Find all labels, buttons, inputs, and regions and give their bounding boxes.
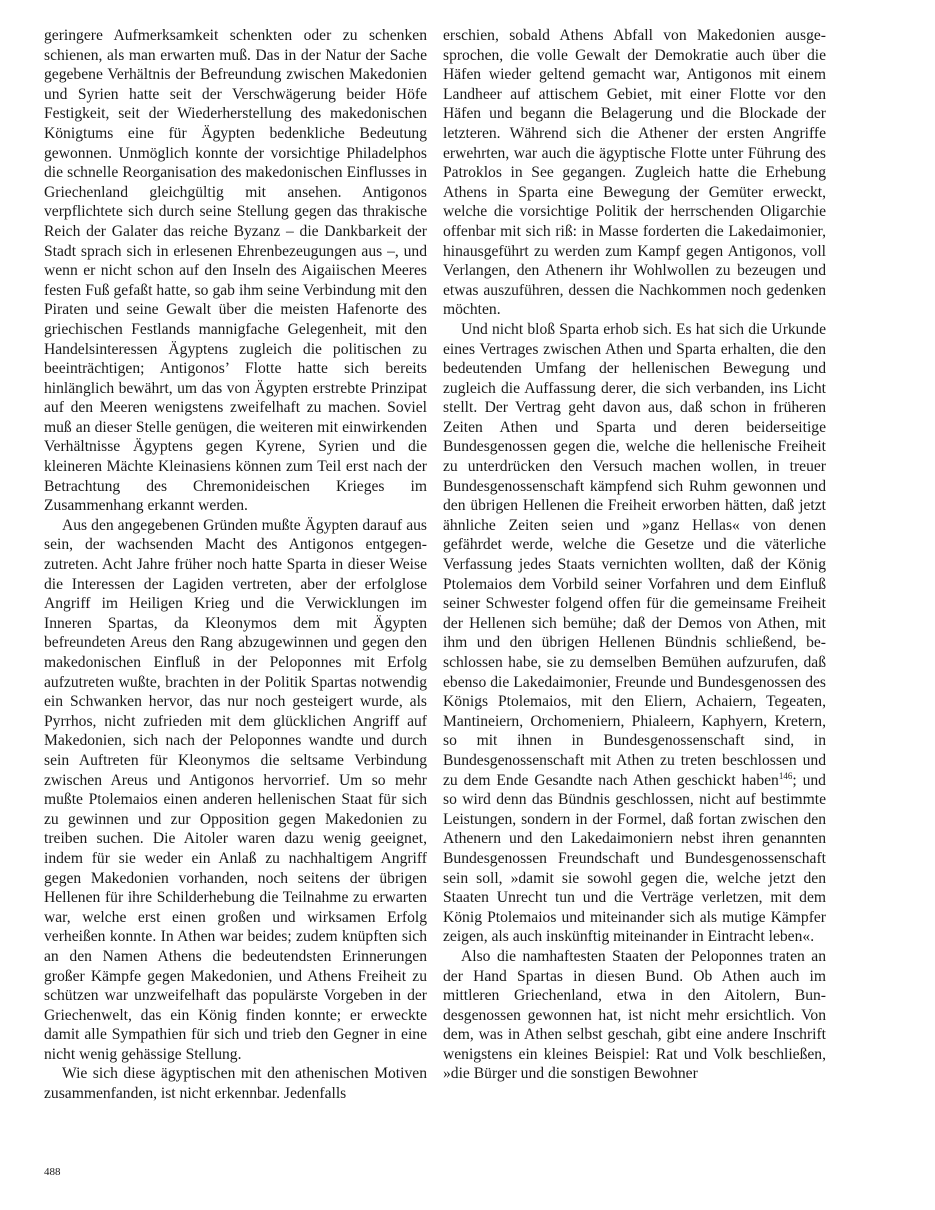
left-paragraph-2: Aus den angegebenen Gründen mußte Ägypten darauf aus sein, der wachsenden Macht des Antigonos entgegenzutreten. Acht Jahre früher noch hatte Sparta in dieser Weise die Interessen der Lagiden vertreten, aber der erfolglose Angriff im Heiligen Krieg und die Verwicklungen im Inneren Spartas, da Kleonymos dem mit Ägypten befreundeten Areus den Rang abzugewinnen und gegen den makedonischen Einfluß in der Peloponnes mit Erfolg aufzutreten wußte, brachten in der Politik Spartas notwendig ein Schwanken hervor, das nur noch gesteigert wurde, als Pyrrhos, nicht zufrieden mit dem glücklichen Angriff auf Makedonien, sich nach der Peloponnes wandte und durch sein Auftreten für Kleonymos die seltsame Verbindung zwischen Areus und Antigonos hervorrief. Um so mehr mußte Ptolemaios einen anderen hellenischen Staat für sich zu gewinnen und zur Opposition gegen Makedonien zu treiben suchen. Die Aitoler waren dazu wenig geeignet, indem für sie weder ein Anlaß zu nachhaltigem Angriff gegen Makedonien vorhanden, noch seitens der übrigen Hellenen für ihre Schilderhebung die Teilnahme zu erwarten war, welche erst einen großen und wirksamen Erfolg verheißen konnte. In Athen war beides; zudem knüpften sich an den Namen Athens die bedeutendsten Erinnerungen großer Kämpfe gegen Makedonien, und Athens Freiheit zu schützen war unzweifelhaft das populärste Vorgeben in der Griechenwelt, das ein König finden konnte; er erweckte damit alle Sympathien für sich und trieb den Gegner in eine nicht wenig gehässige Stellung.	[44, 516, 427, 1063]
left-paragraph-1: geringere Aufmerksamkeit schenkten oder zu schenken schienen, als man erwarten muß. Das in der Natur der Sache gegebene Verhältnis der Befreundung zwischen Makedonien und Syrien hatte seit der Verschwägerung beider Höfe Festigkeit, seit der Wiederherstellung des makedonischen Königtums eine für Ägypten bedenkliche Bedeutung gewonnen. Unmöglich konnte der vorsichtige Philadelphos die schnelle Reorganisation des makedonischen Einflusses in Griechenland gleichgültig mit ansehen. Antigonos verpflichtete sich durch seine Stellung gegen das thrakische Reich der Galater das reiche Byzanz – die Dankbarkeit der Stadt sprach sich in erlesenen Ehrenbezeugungen aus –, und wenn er nicht schon auf den Inseln des Aigaiischen Meeres festen Fuß gefaßt hatte, so gab ihm seine Verbindung mit den Piraten und seine Gewalt über die meisten Hafenorte des griechischen Festlands mannigfache Gelegenheit, mit den Handelsinteressen Ägyptens zugleich die politischen zu beeinträchtigen; Antigonos’ Flotte hatte sich bereits hinlänglich bewährt, um das von Ägypten erstrebte Prinzipat auf den Meeren wenigstens zweifelhaft zu machen. Soviel muß an dieser Stelle genügen, die weiteren mit einwirkenden Verhältnisse Ägyptens gegen Kyrene, Syrien und die kleineren Mächte Kleinasiens können zum Teil erst nach der Betrachtung des Chremonideischen Krieges im Zusammenhang erkannt werden.	[44, 27, 427, 515]
left-paragraph-3: Wie sich diese ägyptischen mit den athenischen Motiven zusammenfanden, ist nicht erkennbar. Jedenfalls	[44, 1065, 427, 1103]
footnote-reference[interactable]: 146	[778, 770, 793, 781]
right-paragraph-2-text-a: Und nicht bloß Sparta erhob sich. Es hat sich die Urkunde eines Vertrages zwischen Athen und Sparta erhalten, die den bedeutenden Umfang der hellenischen Bewegung und zugleich die Auffassung derer, die sich verbanden, ins Licht stellt. Der Vertrag geht davon aus, daß schon in früheren Zeiten Athen und Sparta und deren beiderseitige Bundesgenossen gegen die, welche die hellenische Freiheit zu unterdrücken den Versuch machen wollen, in treuer Bundesgenossenschaft kämpfend sich Ruhm gewonnen und den übrigen Hellenen die Freiheit erworben hätten, daß jetzt ähnliche Zeiten seien und »ganz Hellas« von denen gefährdet werde, welche die Gesetze und die väterliche Verfassung jedes Staats vernichten wollten, daß der König Ptolemaios dem Vorbild seiner Vorfahren und dem Einfluß seiner Schwester folgend offen für die gemeinsame Freiheit der Hellenen sich bemühe; daß der Demos von Athen, mit ihm und den übrigen Hellenen Bündnis schließend, beschlossen habe, sie zu demselben Bemühen aufzurufen, daß ebenso die Lakedaimonier, Freunde und Bundesgenossen des Königs Ptolemaios, mit den Eliern, Achaiern, Tegeaten, Mantineiern, Orchomeniern, Phialeern, Kaphyern, Kretern, so mit ihnen in Bundesgenossenschaft sind, in Bundesgenossenschaft mit Athen zu treten beschlossen und zu dem Ende Gesandte nach Athen geschickt haben	[443, 320, 826, 789]
left-column	[44, 26, 427, 1104]
right-paragraph-3: Also die namhaftesten Staaten der Peloponnes traten an der Hand Spartas in diesen Bund. Ob Athen auch im mittleren Griechenland, etwa in den Aitolern, Bundesgenossen gewonnen hat, ist nicht mehr ersichtlich. Von dem, was in Athen selbst geschah, gibt eine andere Inschrift wenigstens ein kleines Beispiel: Rat und Volk beschließen, »die Bürger und die sonstigen Bewohner	[443, 947, 826, 1083]
right-paragraph-2-text-b: ; und so wird denn das Bündnis geschlossen, nicht auf bestimmte Leistungen, sondern in der Formel, daß fortan zwischen den Athenern und den Lakedaimoniern nebst ihren genannten Bundesgenossen Freundschaft und Bundesgenossenschaft sein soll, »damit sie sowohl gegen die, welche jetzt den Staaten Unrecht tun und die Verträge verletzen, mit dem König Ptolemaios und miteinander sich als mutige Kämpfer zeigen, als auch inskünftig miteinander in Eintracht leben«.	[443, 771, 826, 946]
page-number: 488	[44, 1166, 61, 1178]
right-paragraph-1: erschien, sobald Athens Abfall von Makedonien ausgesprochen, die volle Gewalt der Demokratie auch über die Häfen wieder geltend gemacht war, Antigonos mit einem Landheer auf attischem Gebiet, mit einer Flotte vor den Häfen und begann die Belagerung und die Blockade der letzteren. Während sich die Athener der ersten Angriffe erwehrten, war auch die ägyptische Flotte unter Führung des Patroklos in See gegangen. Zugleich hatte die Erhebung Athens in Sparta eine Bewegung der Gemüter erweckt, welche die vorsichtige Politik der herrschenden Oligarchie offenbar mit sich riß: in Masse forderten die Lakedaimonier, hinausgeführt zu werden zum Kampf gegen Antigonos, voll Verlangen, den Athenern ihr Wohlwollen zu bezeugen und etwas auszuführen, dessen die Nachkommen noch gedenken möchten.	[443, 27, 826, 319]
right-paragraph-2	[443, 320, 826, 947]
right-column	[443, 26, 826, 1084]
